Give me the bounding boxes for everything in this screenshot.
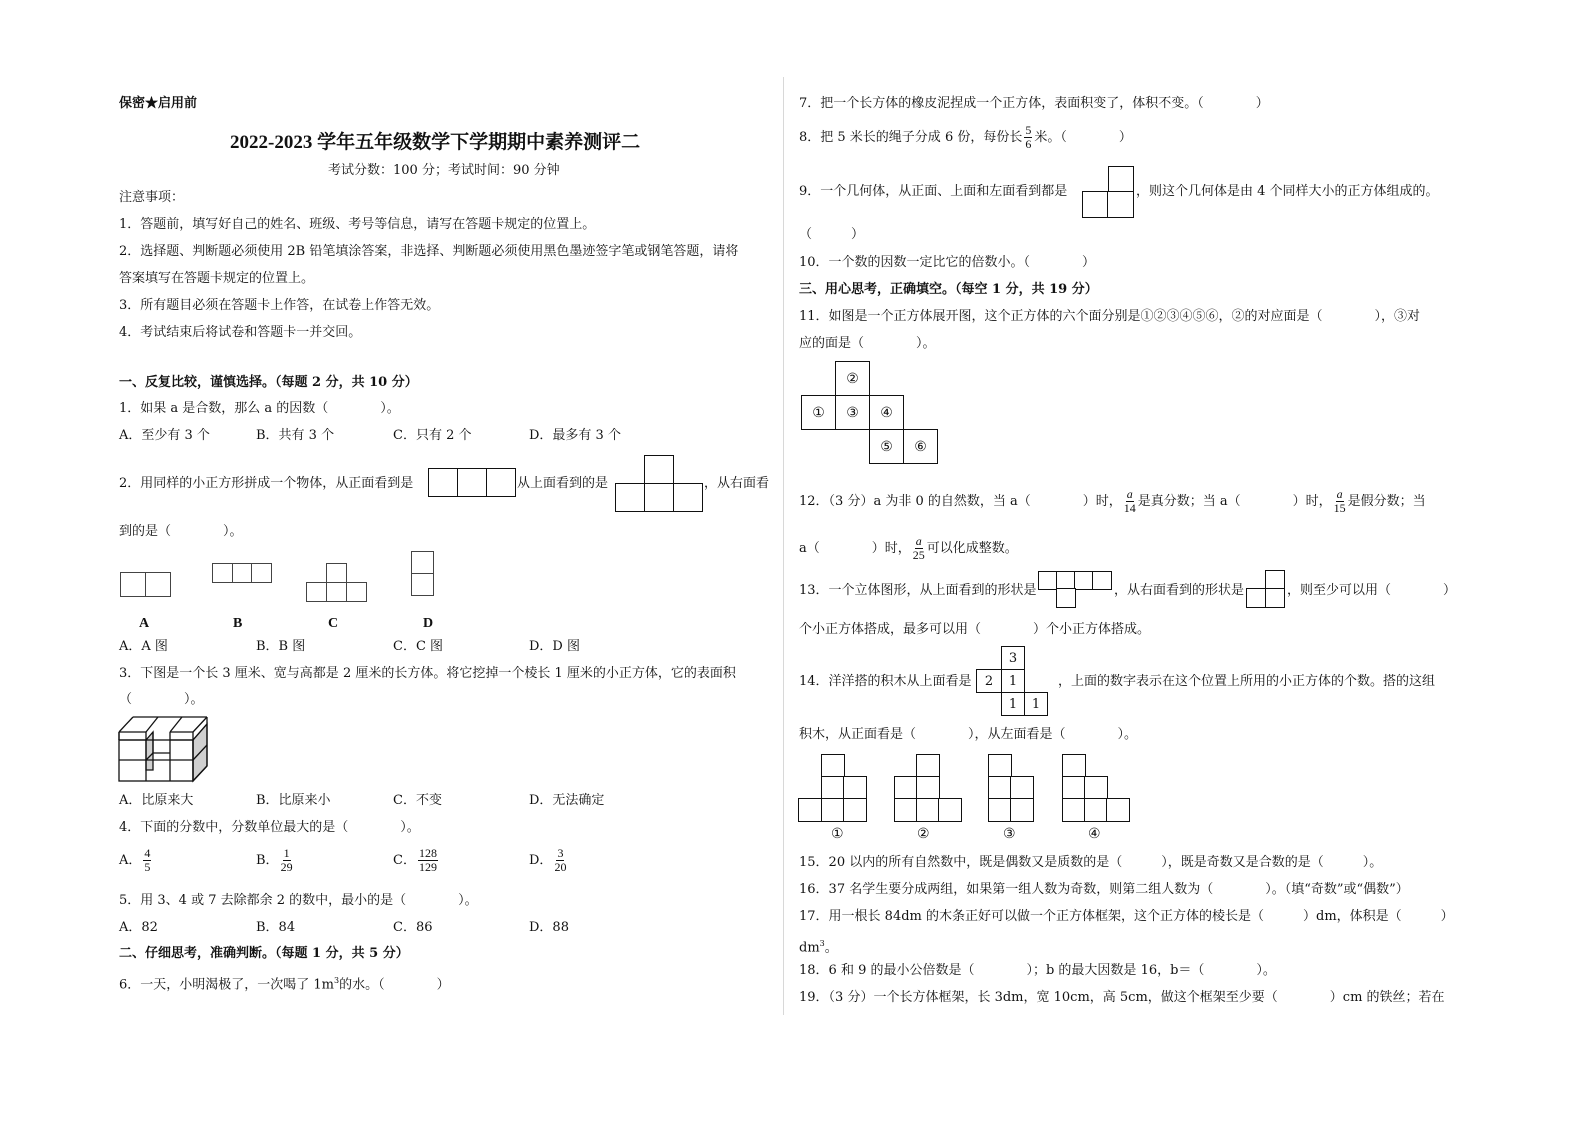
- q2-text-top-view: 从上面看到的是: [517, 476, 609, 491]
- page-title: 2022-2023 学年五年级数学下学期期中素养测评二: [230, 132, 641, 153]
- question-10: 10．一个数的因数一定比它的倍数小。（ ）: [799, 255, 1096, 270]
- q3-option-c: C．不变: [393, 793, 442, 808]
- q2-text-right-view: ，从右面看: [704, 476, 770, 491]
- question-15: 15．20 以内的所有自然数中，既是偶数又是质数的是（ ），既是奇数又是合数的是（ ）。: [799, 855, 1383, 870]
- q11-text-cont: 应的面是（ ）。: [799, 336, 936, 351]
- q2-text-cont: 到的是（ ）。: [119, 524, 243, 539]
- notice-item: 1．答题前，填写好自己的姓名、班级、考号等信息，请写在答题卡规定的位置上。: [119, 217, 596, 232]
- q4-option-d: D． $\frac{3}{20}$: [529, 846, 567, 874]
- q14-figure-label-4: ④: [1088, 826, 1101, 842]
- q17-text-cont: $dm^3$。: [799, 939, 838, 956]
- q13-text-cont-2: 个小正方体搭成，最多可以用（ ）个小正方体搭成。: [799, 622, 1151, 637]
- q13-text-cont: ，则至少可以用（ ）: [1287, 583, 1457, 598]
- q4-option-c: C． $\frac{128}{129}$: [393, 846, 437, 874]
- q2-option-c: C．C 图: [393, 639, 444, 654]
- q13-text-right-view: ，从右面看到的形状是: [1114, 583, 1245, 598]
- question-18: 18．6 和 9 的最小公倍数是（ ）；b 的最大因数是 16，b＝（ ）。: [799, 963, 1276, 978]
- q14-text-cont: ，上面的数字表示在这个位置上所用的小正方体的个数。搭的这组: [1058, 674, 1436, 689]
- q3-option-b: B．比原来小: [256, 793, 331, 808]
- notice-item: 4．考试结束后将试卷和答题卡一并交回。: [119, 325, 362, 340]
- q4-option-a: A． $\frac{4}{5}$: [119, 846, 151, 874]
- notice-item: 2．选择题、判断题必须使用 2B 铅笔填涂答案，非选择、判断题必须使用黑色墨迹签字笔或钢笔答题，请将: [119, 244, 739, 259]
- q5-option-d: D．88: [529, 920, 569, 935]
- q1-option-d: D．最多有 3 个: [529, 428, 621, 443]
- question-11: 11．如图是一个正方体展开图，这个正方体的六个面分别是①②③④⑤⑥，②的对应面是（ ），③对: [799, 309, 1421, 324]
- notice-item: 3．所有题目必须在答题卡上作答，在试卷上作答无效。: [119, 298, 440, 313]
- question-2: 2．用同样的小正方形拼成一个物体，从正面看到是: [119, 476, 414, 491]
- q14-text-cont-2: 积木，从正面看是（ ），从左面看是（ ）。: [799, 727, 1138, 742]
- q12-text-cont: a（ ）时， $\frac{a}{25}$ 可以化成整数。: [799, 534, 1018, 562]
- confidential-label: 保密★启用前: [119, 96, 198, 111]
- q5-option-b: B．84: [256, 920, 296, 935]
- question-3: 3．下图是一个长 3 厘米、宽与高都是 2 厘米的长方体。将它挖掉一个棱长 1 厘米的小正方体，它的表面积: [119, 666, 736, 681]
- column-divider: [783, 77, 784, 1015]
- question-1: 1．如果 a 是合数，那么 a 的因数（ ）。: [119, 401, 400, 416]
- question-17: 17．用一根长 84dm 的木条正好可以做一个正方体框架，这个正方体的棱长是（ ）dm，体积是（ ）: [799, 909, 1454, 924]
- figure-label-c: C: [328, 616, 339, 631]
- q3-text-cont: （ ）。: [119, 692, 204, 707]
- q5-option-c: C．86: [393, 920, 433, 935]
- q4-option-b: B． $\frac{1}{29}$: [256, 846, 293, 874]
- question-12: 12．（3 分）a 为非 0 的自然数，当 a（ ）时， $\frac{a}{14}$ 是真分数；当 a（ ）时， $\frac{a}{15}$ 是假分数；当: [799, 487, 1426, 515]
- q9-answer-bracket: （ ）: [799, 227, 865, 242]
- q9-text-cont: ，则这个几何体是由 4 个同样大小的正方体组成的。: [1136, 184, 1439, 199]
- q14-figure-label-2: ②: [917, 826, 930, 842]
- section-heading-3: 三、用心思考，正确填空。（每空 1 分，共 19 分）: [799, 282, 1098, 297]
- q3-cuboid-figure: [116, 714, 212, 784]
- question-6: 6．一天，小明渴极了，一次喝了 $1m^3$的水。（ ）: [119, 976, 450, 993]
- question-8: 8．把 5 米长的绳子分成 6 份，每份长 $\frac{5}{6}$ 米。（ ）: [799, 123, 1132, 151]
- q3-option-d: D．无法确定: [529, 793, 605, 808]
- section-heading-1: 一、反复比较，谨慎选择。（每题 2 分，共 10 分）: [119, 375, 418, 390]
- figure-label-b: B: [233, 616, 243, 631]
- section-heading-2: 二、仔细思考，准确判断。（每题 1 分，共 5 分）: [119, 946, 409, 961]
- question-13: 13．一个立体图形，从上面看到的形状是: [799, 583, 1037, 598]
- q5-option-a: A．82: [119, 920, 158, 935]
- figure-label-d: D: [423, 616, 434, 631]
- q2-option-b: B．B 图: [256, 639, 306, 654]
- question-14: 14．洋洋搭的积木从上面看是: [799, 674, 972, 689]
- q14-figure-label-3: ③: [1003, 826, 1016, 842]
- question-5: 5．用 3、4 或 7 去除都余 2 的数中，最小的是（ ）。: [119, 893, 478, 908]
- question-9: 9．一个几何体，从正面、上面和左面看到都是: [799, 184, 1068, 199]
- question-19: 19．（3 分）一个长方体框架，长 3dm，宽 10cm，高 5cm，做这个框架至少要（ ）cm 的铁丝；若在: [799, 990, 1445, 1005]
- q1-option-b: B．共有 3 个: [256, 428, 335, 443]
- notice-item: 答案填写在答题卡规定的位置上。: [119, 271, 315, 286]
- figure-label-a: A: [139, 616, 150, 631]
- q1-option-a: A．至少有 3 个: [119, 428, 210, 443]
- q2-option-a: A．A 图: [119, 639, 168, 654]
- q3-option-a: A．比原来大: [119, 793, 194, 808]
- q14-figure-label-1: ①: [831, 826, 844, 842]
- q1-option-c: C．只有 2 个: [393, 428, 472, 443]
- q2-option-d: D．D 图: [529, 639, 580, 654]
- question-7: 7．把一个长方体的橡皮泥捏成一个正方体，表面积变了，体积不变。（ ）: [799, 96, 1269, 111]
- question-4: 4．下面的分数中，分数单位最大的是（ ）。: [119, 820, 420, 835]
- notice-heading: 注意事项：: [119, 190, 185, 205]
- question-16: 16．37 名学生要分成两组，如果第一组人数为奇数，则第二组人数为（ ）。（填“奇数”或“偶数”）: [799, 882, 1409, 897]
- exam-info: 考试分数：100 分；考试时间：90 分钟: [328, 163, 560, 178]
